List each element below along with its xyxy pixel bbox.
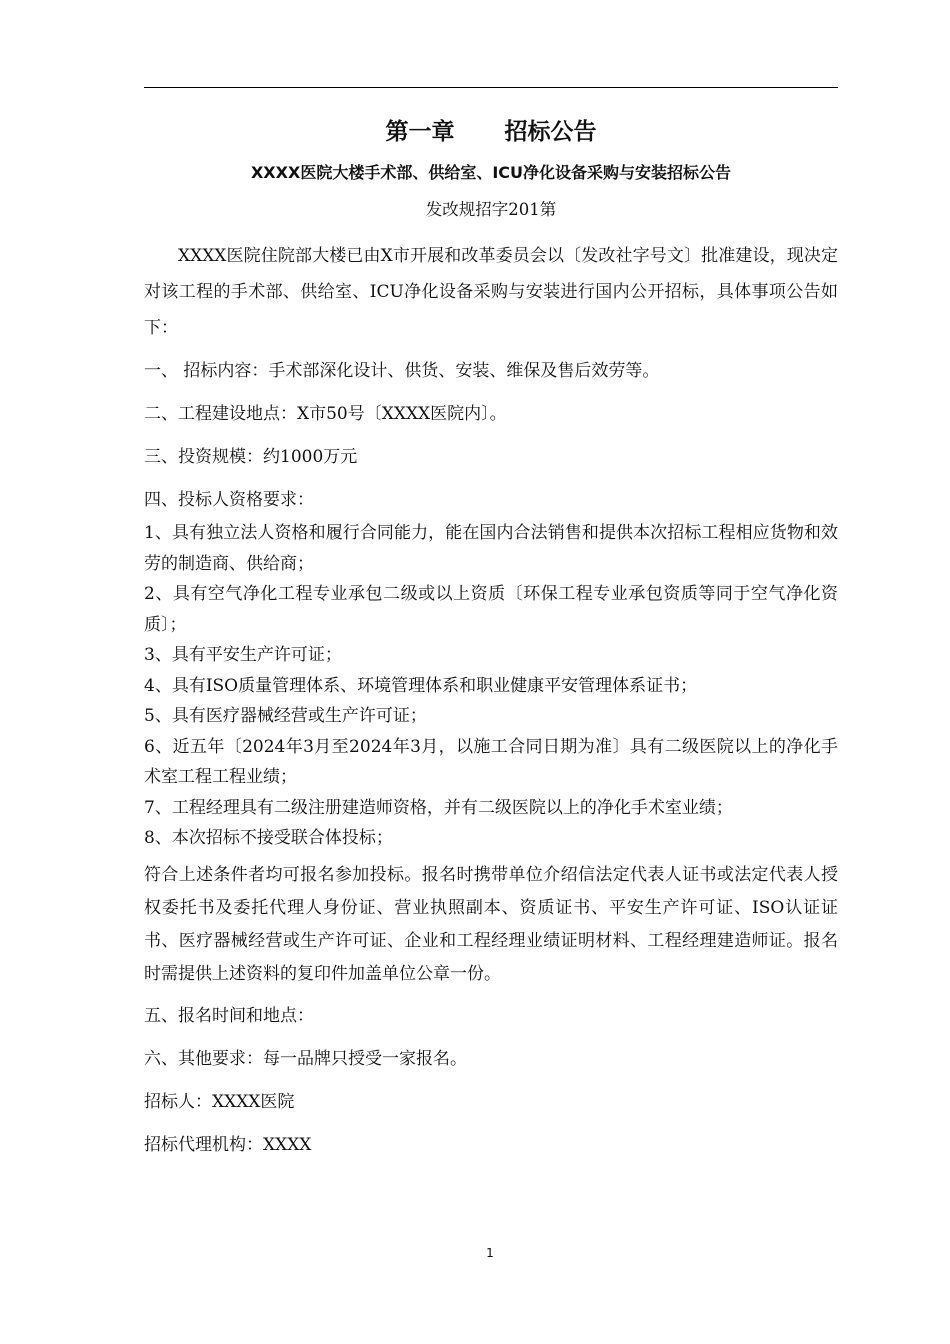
chapter-title [144,110,838,154]
section-investment-scale: 三、投资规模：约1000万元 [144,447,358,467]
qualification-item: 8、本次招标不接受联合体投标； [144,828,393,848]
tenderer-line: 招标人：XXXX医院 [144,1091,295,1112]
intro-paragraph: XXXX医院住院部大楼已由X市开展和改革委员会以〔发改社字号文〕批准建设，现决定对该工程的手术部、供给室、ICU净化设备采购与安装进行国内公开招标，具体事项公告如下： [144,246,838,338]
document-number: 发改规招字201第 [425,200,557,219]
section-construction-location: 二、工程建设地点：X市50号〔XXXX医院内〕。 [144,404,507,424]
qualification-item: 7、工程经理具有二级注册建造师资格，并有二级医院以上的净化手术室业绩； [144,797,733,818]
qualification-list [144,518,838,854]
page-number: 1 [486,1246,494,1260]
qualification-item: 4、具有ISO质量管理体系、环境管理体系和职业健康平安管理体系证书； [144,675,698,696]
section-other-requirements: 六、其他要求：每一品牌只授受一家报名。 [144,1048,467,1069]
section-bidding-content: 一、 招标内容：手术部深化设计、供货、安装、维保及售后效劳等。 [144,361,660,381]
qualification-item: 1、具有独立法人资格和履行合同能力，能在国内合法销售和提供本次招标工程相应货物和效劳的制造商、供给商； [144,523,838,574]
section-bidder-qualifications: 四、投标人资格要求： [144,490,314,510]
header-rule [144,87,838,88]
registration-materials-paragraph: 符合上述条件者均可报名参加投标。报名时携带单位介绍信法定代表人证书或法定代表人授权委托书及委托代理人身份证、营业执照副本、资质证书、平安生产许可证、ISO认证证书、医疗器械经营或生产许可证、企业和工程经理业绩证明材料、工程经理建造师证。报名时需提供上述资料的复印件加盖单位公章一份。 [144,864,838,984]
qualification-item: 5、具有医疗器械经营或生产许可证； [144,706,427,726]
qualification-item: 2、具有空气净化工程专业承包二级或以上资质〔环保工程专业承包资质等同于空气净化资质〕； [144,584,838,635]
agency-line: 招标代理机构：XXXX [144,1134,312,1155]
chapter-name: 招标公告 [504,119,597,145]
qualification-item: 3、具有平安生产许可证； [144,645,342,665]
chapter-number: 第一章 [385,119,455,145]
announcement-subtitle: XXXX医院大楼手术部、供给室、ICU净化设备采购与安装招标公告 [250,163,732,182]
document-body [144,110,838,1163]
section-registration-time: 五、报名时间和地点： [144,1005,314,1026]
qualification-item: 6、近五年〔2024年3月至2024年3月，以施工合同日期为准〕具有二级医院以上的净化手术室工程工程业绩； [144,736,838,787]
